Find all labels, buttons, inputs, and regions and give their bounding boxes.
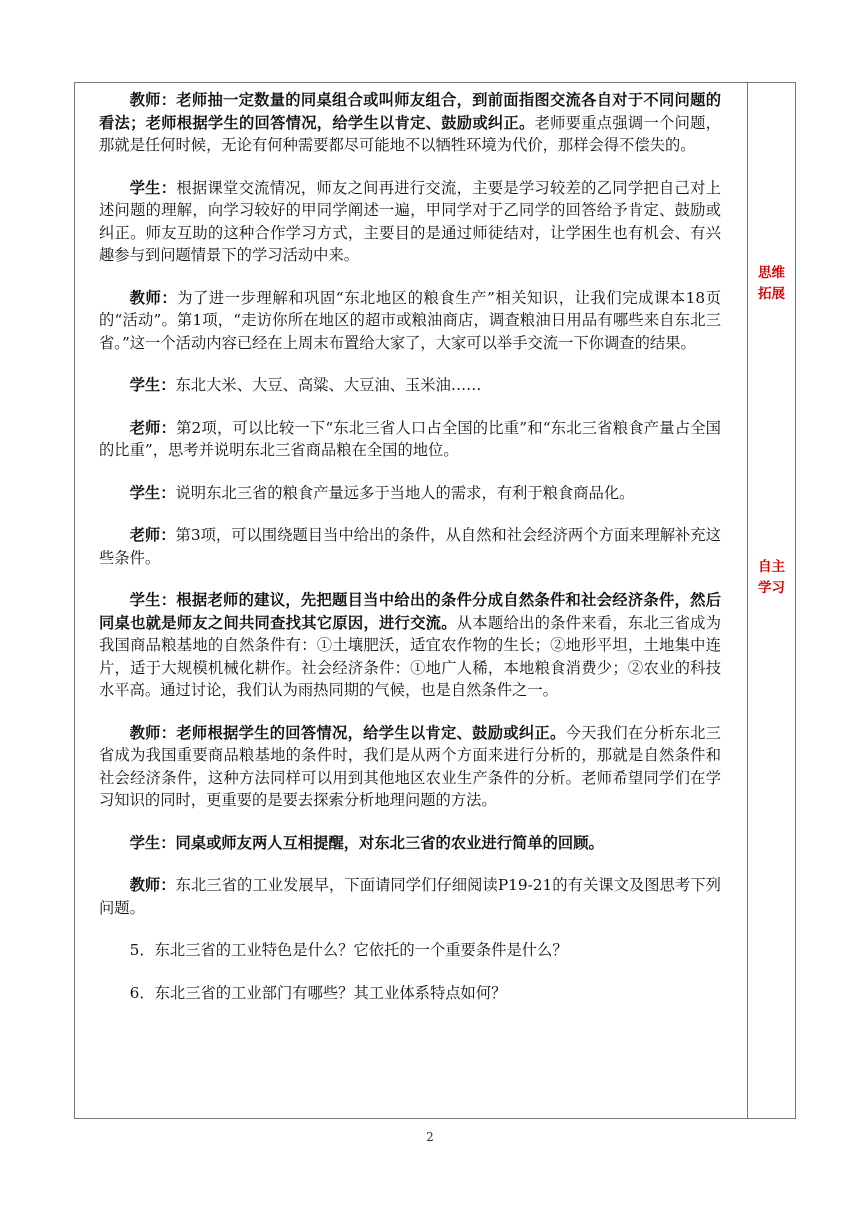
side-column <box>748 83 795 1118</box>
question-5 <box>99 939 721 962</box>
lesson-table <box>74 82 796 1119</box>
body-text: 为了进一步理解和巩固“东北地区的粮食生产”相关知识，让我们完成课本18页的“活动”。第1项，“走访你所在地区的超市或粮油商店，调查粮油日用品有哪些来自东北三省。”这一个活动内容已经在上周末布置给大家了，大家可以举手交流一下你调查的结果。 <box>99 288 721 352</box>
body-text: 东北三省的工业发展早，下面请同学们仔细阅读P19-21的有关课文及图思考下列问题。 <box>99 876 721 917</box>
side-label-thinking-extension <box>748 263 795 305</box>
bold-text: 教师： <box>129 288 178 307</box>
side-label-self-study <box>748 557 795 599</box>
body-text: 老师要重点强调一个问题，那就是任何时候，无论有何种需要都尽可能地不以牺牲环境为代价，那样会得不偿失的。 <box>99 113 721 154</box>
bold-text: 老师： <box>129 526 176 544</box>
body-text: 说明东北三省的粮食产量远多于当地人的需求，有利于粮食商品化。 <box>175 483 635 502</box>
paragraph-teacher-2 <box>99 287 721 355</box>
paragraph-teacher-5 <box>99 722 721 812</box>
paragraph-teacher-3 <box>99 417 721 462</box>
paragraph-student-2 <box>99 374 721 397</box>
paragraph-student-5 <box>99 832 721 855</box>
bold-text: 学生：根据老师的建议，先把题目当中给出的条件分成自然条件和社会经济条件，然后同桌也就是师友之间共同查找其它原因，进行交流。 <box>99 591 721 632</box>
side-label-line: 思维 <box>758 265 785 281</box>
body-text: 今天我们在分析东北三省成为我国重要商品粮基地的条件时，我们是从两个方面来进行分析的，那就是自然条件和社会经济条件，这种方法同样可以用到其他地区农业生产条件的分析。老师希望同学们在学习知识的同时，更重要的是要去探索分析地理问题的方法。 <box>99 723 721 809</box>
body-text: 根据课堂交流情况，师友之间再进行交流，主要是学习较差的乙同学把自己对上述问题的理解，向学习较好的甲同学阐述一遍，甲同学对于乙同学的回答给予肯定、鼓励或纠正。师友互助的这种合作学习方式，主要目的是通过师徒结对，让学困生也有机会、有兴趣参与到问题情景下的学习活动中来。 <box>99 178 721 264</box>
side-label-line: 学习 <box>758 580 785 596</box>
body-text: 5．东北三省的工业特色是什么？它依托的一个重要条件是什么？ <box>129 941 568 959</box>
question-6 <box>99 982 721 1005</box>
paragraph-teacher-4 <box>99 524 721 569</box>
side-label-line: 自主 <box>758 559 785 575</box>
body-text: 第2项，可以比较一下“东北三省人口占全国的比重”和“东北三省粮食产量占全国的比重”，思考并说明东北三省商品粮在全国的地位。 <box>99 418 721 459</box>
paragraph-teacher-6 <box>99 874 721 919</box>
bold-text: 老师： <box>129 418 177 437</box>
body-text: 东北大米、大豆、高粱、大豆油、玉米油…… <box>175 376 482 394</box>
lesson-content-cell <box>75 83 747 1118</box>
bold-text: 学生： <box>129 483 176 502</box>
bold-text: 教师：老师抽一定数量的同桌组合或叫师友组合，到前面指图交流各自对于不同问题的看法；老师根据学生的回答情况，给学生以肯定、鼓励或纠正。 <box>99 91 721 132</box>
body-text: 第3项，可以围绕题目当中给出的条件，从自然和社会经济两个方面来理解补充这些条件。 <box>99 526 721 567</box>
bold-text: 教师：老师根据学生的回答情况，给学生以肯定、鼓励或纠正。 <box>129 723 566 742</box>
paragraph-student-1 <box>99 177 721 267</box>
bold-text: 学生：同桌或师友两人互相提醒，对东北三省的农业进行简单的回顾。 <box>129 833 604 852</box>
side-label-line: 拓展 <box>758 286 785 302</box>
paragraph-student-4 <box>99 589 721 702</box>
body-text: 6．东北三省的工业部门有哪些？其工业体系特点如何？ <box>129 983 507 1002</box>
bold-text: 学生： <box>129 376 176 394</box>
body-text: 从本题给出的条件来看，东北三省成为我国商品粮基地的自然条件有：①土壤肥沃，适宜农作物的生长；②地形平坦，土地集中连片，适于大规模机械化耕作。社会经济条件：①地广人稀，本地粮食消费少；②农业的科技水平高。通过讨论，我们认为雨热同期的气候，也是自然条件之一。 <box>99 613 721 699</box>
paragraph-student-3 <box>99 482 721 505</box>
bold-text: 学生： <box>129 178 177 197</box>
page-number: 2 <box>426 1130 434 1144</box>
paragraph-teacher-1 <box>99 89 721 157</box>
bold-text: 教师： <box>129 876 176 894</box>
